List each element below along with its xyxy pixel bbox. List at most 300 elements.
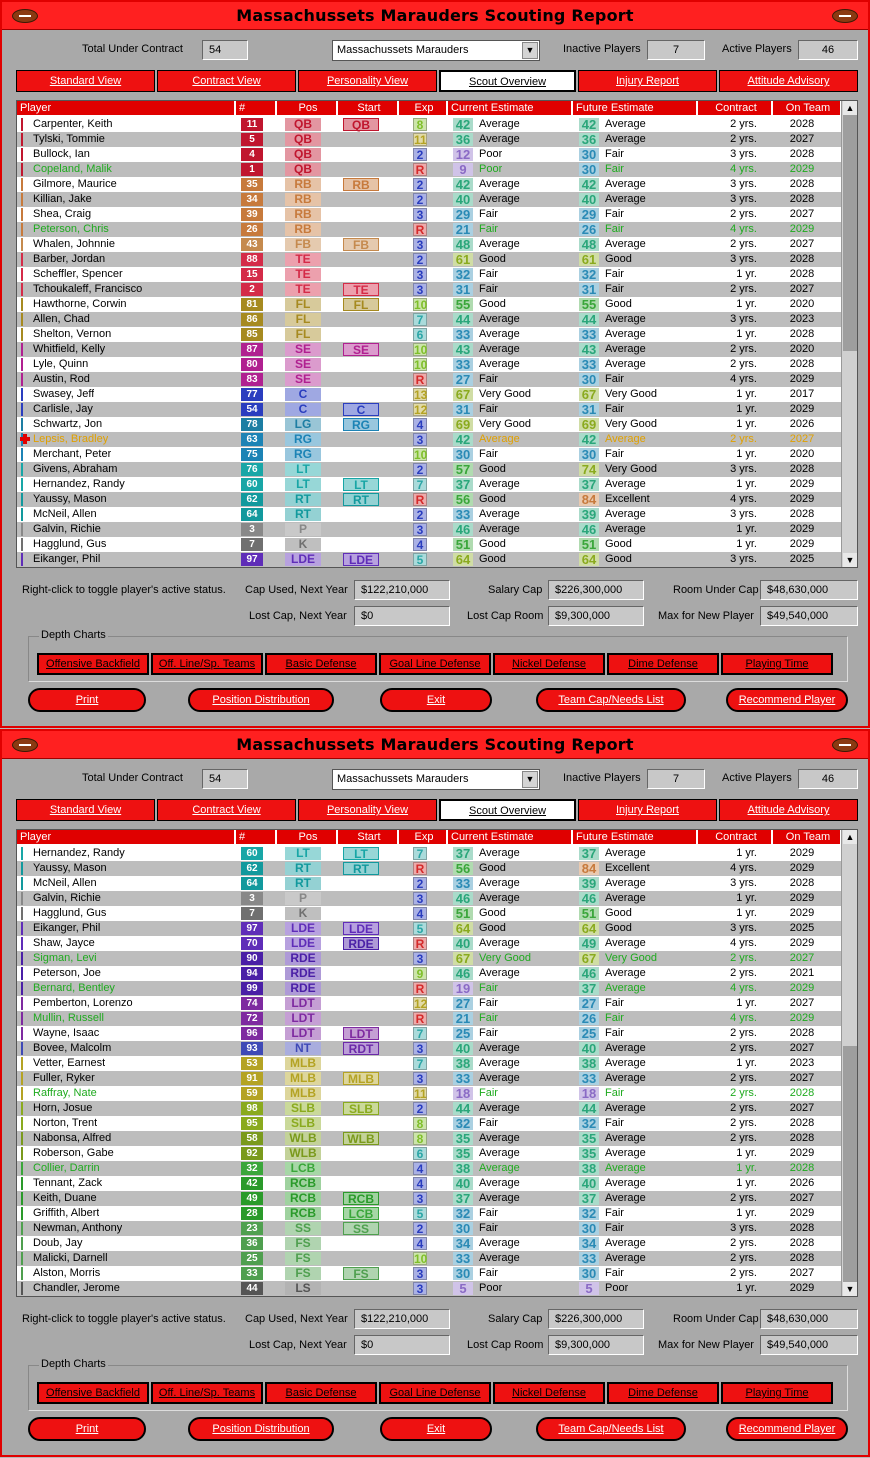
- experience-badge: 2: [413, 463, 427, 476]
- table-row[interactable]: [17, 846, 841, 861]
- player-name[interactable]: Tchoukaleff, Francisco: [33, 283, 143, 295]
- table-row[interactable]: [17, 1236, 841, 1251]
- col-header-player[interactable]: Player: [17, 830, 235, 844]
- table-row[interactable]: [17, 432, 841, 447]
- table-row[interactable]: [17, 1266, 841, 1281]
- player-name[interactable]: Killian, Jake: [33, 193, 92, 205]
- vertical-scrollbar[interactable]: [841, 830, 857, 1296]
- window-body: [2, 759, 868, 1455]
- position-distribution-button[interactable]: [188, 1417, 334, 1441]
- on-team-until: 2027: [789, 133, 815, 145]
- experience-badge: 11: [414, 1087, 427, 1101]
- current-estimate-label: Fair: [479, 283, 498, 295]
- current-estimate-label: Fair: [479, 982, 498, 994]
- table-row[interactable]: [17, 1206, 841, 1221]
- table-row[interactable]: [17, 936, 841, 951]
- current-estimate-label: Poor: [479, 1282, 503, 1294]
- playing-time-button[interactable]: Playing Time: [721, 1382, 833, 1404]
- football-icon: [832, 738, 858, 752]
- table-row[interactable]: [17, 1251, 841, 1266]
- future-estimate-score: 30: [579, 1267, 599, 1280]
- col-header-start[interactable]: Start: [338, 830, 398, 844]
- position-color-swatch: [21, 358, 23, 371]
- table-row[interactable]: [17, 996, 841, 1011]
- player-name[interactable]: Givens, Abraham: [33, 463, 118, 475]
- team-cap-needs-button[interactable]: [536, 688, 686, 712]
- table-row[interactable]: [17, 1221, 841, 1236]
- on-team-until: 2025: [789, 553, 815, 565]
- current-estimate-score: 37: [453, 847, 473, 860]
- scroll-up-icon[interactable]: ▲: [843, 101, 857, 115]
- contract-length: 2 yrs.: [730, 133, 757, 145]
- table-row[interactable]: [17, 891, 841, 906]
- player-name[interactable]: Bernard, Bentley: [33, 982, 115, 994]
- tab-attitude-advisory[interactable]: Attitude Advisory: [719, 70, 858, 92]
- starter-badge: RDT: [343, 1042, 379, 1055]
- offensive-backfield-button[interactable]: Offensive Backfield: [37, 1382, 149, 1404]
- future-estimate-score: 38: [579, 1162, 599, 1175]
- player-name[interactable]: Newman, Anthony: [33, 1222, 123, 1234]
- player-name[interactable]: Peterson, Joe: [33, 967, 101, 979]
- max-new-player-value: $49,540,000: [760, 606, 858, 626]
- player-name[interactable]: Horn, Josue: [33, 1102, 93, 1114]
- jersey-number-badge: 53: [241, 1057, 263, 1070]
- vertical-scrollbar[interactable]: [841, 101, 857, 567]
- contract-length: 2 yrs.: [730, 1192, 757, 1204]
- team-select[interactable]: [332, 40, 540, 61]
- tab-scout-overview[interactable]: Scout Overview: [439, 799, 576, 821]
- tab-scout-overview[interactable]: Scout Overview: [439, 70, 576, 92]
- recommend-player-button[interactable]: [726, 688, 848, 712]
- player-name[interactable]: Collier, Darrin: [33, 1162, 100, 1174]
- player-name[interactable]: Tennant, Zack: [33, 1177, 103, 1189]
- on-team-until: 2021: [789, 967, 815, 979]
- print-button[interactable]: [28, 1417, 146, 1441]
- contract-length: 1 yr.: [736, 298, 757, 310]
- player-name[interactable]: Doub, Jay: [33, 1237, 83, 1249]
- starter-badge: TE: [343, 283, 379, 296]
- player-name[interactable]: Bovee, Malcolm: [33, 1042, 112, 1054]
- on-team-until: 2027: [789, 997, 815, 1009]
- table-row[interactable]: [17, 162, 841, 177]
- on-team-until: 2028: [789, 1237, 815, 1249]
- player-name[interactable]: Shea, Craig: [33, 208, 92, 220]
- table-row[interactable]: [17, 951, 841, 966]
- inactive-players-value: 7: [647, 40, 705, 60]
- tab-attitude-advisory[interactable]: Attitude Advisory: [719, 799, 858, 821]
- scroll-down-icon[interactable]: ▼: [843, 1282, 857, 1296]
- player-name[interactable]: Gilmore, Maurice: [33, 178, 117, 190]
- goal-line-defense-button[interactable]: Goal Line Defense: [379, 653, 491, 675]
- table-row[interactable]: [17, 117, 841, 132]
- player-name[interactable]: Lepsis, Bradley: [33, 433, 109, 445]
- nickel-defense-button[interactable]: Nickel Defense: [493, 1382, 605, 1404]
- exit-button[interactable]: [380, 688, 492, 712]
- player-name[interactable]: Hagglund, Gus: [33, 538, 107, 550]
- player-name[interactable]: Roberson, Gabe: [33, 1147, 114, 1159]
- table-row[interactable]: [17, 1191, 841, 1206]
- current-estimate-label: Average: [479, 478, 520, 490]
- starter-badge: SS: [343, 1222, 379, 1235]
- print-button[interactable]: [28, 688, 146, 712]
- position-distribution-button[interactable]: [188, 688, 334, 712]
- position-badge: LCB: [285, 1162, 321, 1175]
- current-estimate-score: 44: [453, 313, 473, 326]
- table-row[interactable]: [17, 1116, 841, 1131]
- dime-defense-button[interactable]: Dime Defense: [607, 1382, 719, 1404]
- jersey-number-badge: 7: [241, 907, 263, 920]
- starter-badge: LDT: [343, 1027, 379, 1040]
- table-row[interactable]: [17, 1176, 841, 1191]
- table-row[interactable]: [17, 966, 841, 981]
- col-header-future-estimate[interactable]: Future Estimate: [573, 830, 697, 844]
- table-row[interactable]: [17, 1131, 841, 1146]
- on-team-until: 2027: [789, 1267, 815, 1279]
- player-name[interactable]: Barber, Jordan: [33, 253, 106, 265]
- depth-charts-caption: Depth Charts: [41, 1358, 106, 1370]
- player-name[interactable]: McNeil, Allen: [33, 508, 97, 520]
- future-estimate-label: Fair: [605, 403, 624, 415]
- jersey-number-badge: 74: [241, 997, 263, 1010]
- table-row[interactable]: [17, 402, 841, 417]
- player-name[interactable]: Nabonsa, Alfred: [33, 1132, 112, 1144]
- col-header-exp[interactable]: Exp: [399, 101, 447, 115]
- tab-personality-view[interactable]: Personality View: [298, 799, 437, 821]
- position-color-swatch: [21, 388, 23, 401]
- future-estimate-label: Fair: [605, 1207, 624, 1219]
- current-estimate-score: 36: [453, 133, 473, 146]
- tab-injury-report[interactable]: Injury Report: [578, 70, 717, 92]
- table-row[interactable]: [17, 252, 841, 267]
- current-estimate-label: Good: [479, 553, 506, 565]
- tab-contract-view[interactable]: Contract View: [157, 70, 296, 92]
- player-name[interactable]: Malicki, Darnell: [33, 1252, 108, 1264]
- table-row[interactable]: [17, 876, 841, 891]
- player-name[interactable]: Norton, Trent: [33, 1117, 98, 1129]
- off-line-sp-teams-button[interactable]: Off. Line/Sp. Teams: [151, 653, 263, 675]
- current-estimate-label: Poor: [479, 163, 503, 175]
- player-name[interactable]: Scheffler, Spencer: [33, 268, 123, 280]
- table-row[interactable]: [17, 1146, 841, 1161]
- position-color-swatch: [21, 1087, 23, 1100]
- player-name[interactable]: Pemberton, Lorenzo: [33, 997, 133, 1009]
- table-row[interactable]: [17, 177, 841, 192]
- position-badge: C: [285, 388, 321, 401]
- current-estimate-score: 51: [453, 907, 473, 920]
- player-name[interactable]: Bullock, Ian: [33, 148, 90, 160]
- table-row[interactable]: [17, 1071, 841, 1086]
- col-header-player[interactable]: Player: [17, 101, 235, 115]
- table-row[interactable]: [17, 1026, 841, 1041]
- col-header-pos[interactable]: Pos: [277, 830, 337, 844]
- experience-badge: 4: [413, 538, 427, 551]
- player-name[interactable]: Hagglund, Gus: [33, 907, 107, 919]
- tab-standard-view[interactable]: Standard View: [16, 70, 155, 92]
- current-estimate-label: Very Good: [479, 952, 531, 964]
- player-name[interactable]: Eikanger, Phil: [33, 922, 101, 934]
- player-name[interactable]: Carpenter, Keith: [33, 118, 113, 130]
- table-row[interactable]: [17, 492, 841, 507]
- table-row[interactable]: [17, 462, 841, 477]
- table-row[interactable]: [17, 537, 841, 552]
- football-icon: [12, 738, 38, 752]
- lost-cap-label: Lost Cap, Next Year: [249, 610, 347, 622]
- contract-length: 2 yrs.: [730, 343, 757, 355]
- table-row[interactable]: [17, 207, 841, 222]
- current-estimate-score: 67: [453, 952, 473, 965]
- scroll-down-icon[interactable]: ▼: [843, 553, 857, 567]
- table-row[interactable]: [17, 1161, 841, 1176]
- lost-cap-label: Lost Cap, Next Year: [249, 1339, 347, 1351]
- chevron-down-icon[interactable]: ▼: [522, 771, 538, 788]
- future-estimate-label: Average: [605, 847, 646, 859]
- experience-badge: 11: [414, 133, 427, 147]
- col-header-number[interactable]: #: [236, 101, 276, 115]
- jersey-number-badge: 54: [241, 403, 263, 416]
- current-estimate-score: 30: [453, 448, 473, 461]
- player-name[interactable]: Fuller, Ryker: [33, 1072, 95, 1084]
- starter-badge: RCB: [343, 1192, 379, 1205]
- jersey-number-badge: 35: [241, 178, 263, 191]
- table-row[interactable]: [17, 282, 841, 297]
- player-name[interactable]: Carlisle, Jay: [33, 403, 93, 415]
- col-header-future-estimate[interactable]: Future Estimate: [573, 101, 697, 115]
- table-row[interactable]: [17, 327, 841, 342]
- current-estimate-score: 32: [453, 1117, 473, 1130]
- player-name[interactable]: Merchant, Peter: [33, 448, 112, 460]
- team-select[interactable]: [332, 769, 540, 790]
- experience-badge: 3: [413, 523, 427, 536]
- player-name[interactable]: Lyle, Quinn: [33, 358, 89, 370]
- on-team-until: 2028: [789, 328, 815, 340]
- table-row[interactable]: [17, 387, 841, 402]
- player-name[interactable]: Keith, Duane: [33, 1192, 97, 1204]
- table-row[interactable]: [17, 417, 841, 432]
- position-badge: TE: [285, 253, 321, 266]
- player-name[interactable]: Raffray, Nate: [33, 1087, 97, 1099]
- player-name[interactable]: Peterson, Chris: [33, 223, 109, 235]
- table-row[interactable]: [17, 981, 841, 996]
- current-estimate-label: Good: [479, 298, 506, 310]
- col-header-number[interactable]: #: [236, 830, 276, 844]
- jersey-number-badge: 87: [241, 343, 263, 356]
- position-color-swatch: [21, 313, 23, 326]
- position-badge: RCB: [285, 1192, 321, 1205]
- experience-badge: 3: [413, 952, 427, 965]
- table-row[interactable]: [17, 447, 841, 462]
- table-row[interactable]: [17, 192, 841, 207]
- table-row[interactable]: [17, 507, 841, 522]
- player-name[interactable]: Alston, Morris: [33, 1267, 101, 1279]
- player-name[interactable]: McNeil, Allen: [33, 877, 97, 889]
- col-header-current-estimate[interactable]: Current Estimate: [448, 101, 572, 115]
- player-name[interactable]: Galvin, Richie: [33, 892, 101, 904]
- player-name[interactable]: Shelton, Vernon: [33, 328, 112, 340]
- player-name[interactable]: Wayne, Isaac: [33, 1027, 100, 1039]
- player-name[interactable]: Vetter, Earnest: [33, 1057, 106, 1069]
- player-name[interactable]: Shaw, Jayce: [33, 937, 95, 949]
- basic-defense-button[interactable]: Basic Defense: [265, 653, 377, 675]
- player-name[interactable]: Galvin, Richie: [33, 523, 101, 535]
- table-row[interactable]: [17, 297, 841, 312]
- jersey-number-badge: 86: [241, 313, 263, 326]
- on-team-until: 2017: [789, 388, 815, 400]
- table-row[interactable]: [17, 477, 841, 492]
- player-name[interactable]: Tylski, Tommie: [33, 133, 105, 145]
- recommend-player-label: Recommend Player: [738, 694, 836, 706]
- current-estimate-score: 33: [453, 1252, 473, 1265]
- on-team-until: 2029: [789, 403, 815, 415]
- contract-length: 2 yrs.: [730, 1267, 757, 1279]
- position-badge: TE: [285, 268, 321, 281]
- off-line-sp-teams-button[interactable]: Off. Line/Sp. Teams: [151, 1382, 263, 1404]
- player-name[interactable]: Yaussy, Mason: [33, 493, 107, 505]
- on-team-until: 2027: [789, 433, 815, 445]
- player-name[interactable]: Swasey, Jeff: [33, 388, 95, 400]
- current-estimate-score: 61: [453, 253, 473, 266]
- current-estimate-label: Average: [479, 313, 520, 325]
- exit-button[interactable]: [380, 1417, 492, 1441]
- contract-length: 1 yr.: [736, 523, 757, 535]
- salary-cap-label: Salary Cap: [488, 1313, 543, 1325]
- goal-line-defense-button[interactable]: Goal Line Defense: [379, 1382, 491, 1404]
- position-badge: LS: [285, 1282, 321, 1295]
- current-estimate-score: 37: [453, 1192, 473, 1205]
- col-header-contract[interactable]: Contract: [698, 830, 772, 844]
- future-estimate-label: Average: [605, 433, 646, 445]
- position-color-swatch: [21, 403, 23, 416]
- recommend-player-button[interactable]: [726, 1417, 848, 1441]
- future-estimate-score: 69: [579, 418, 599, 431]
- col-header-on-team[interactable]: On Team: [773, 830, 841, 844]
- player-name[interactable]: Yaussy, Mason: [33, 862, 107, 874]
- recommend-player-label: Recommend Player: [738, 1423, 836, 1435]
- current-estimate-score: 21: [453, 223, 473, 236]
- current-estimate-label: Average: [479, 1192, 520, 1204]
- player-name[interactable]: Copeland, Malik: [33, 163, 112, 175]
- position-color-swatch: [21, 508, 23, 521]
- table-row[interactable]: [17, 1281, 841, 1296]
- table-row[interactable]: [17, 342, 841, 357]
- tab-standard-view[interactable]: Standard View: [16, 799, 155, 821]
- table-row[interactable]: [17, 552, 841, 567]
- future-estimate-score: 26: [579, 1012, 599, 1025]
- cap-used-value: $122,210,000: [354, 580, 450, 600]
- table-row[interactable]: [17, 921, 841, 936]
- player-name[interactable]: Chandler, Jerome: [33, 1282, 120, 1294]
- position-badge: LDE: [285, 922, 321, 935]
- basic-defense-button[interactable]: Basic Defense: [265, 1382, 377, 1404]
- table-row[interactable]: [17, 1056, 841, 1071]
- jersey-number-badge: 81: [241, 298, 263, 311]
- team-cap-needs-button[interactable]: [536, 1417, 686, 1441]
- experience-badge: R: [413, 163, 427, 176]
- player-name[interactable]: Schwartz, Jon: [33, 418, 103, 430]
- table-row[interactable]: [17, 237, 841, 252]
- col-header-contract[interactable]: Contract: [698, 101, 772, 115]
- offensive-backfield-button[interactable]: Offensive Backfield: [37, 653, 149, 675]
- table-row[interactable]: [17, 372, 841, 387]
- playing-time-button[interactable]: Playing Time: [721, 653, 833, 675]
- player-name[interactable]: Whitfield, Kelly: [33, 343, 106, 355]
- future-estimate-label: Average: [605, 238, 646, 250]
- col-header-current-estimate[interactable]: Current Estimate: [448, 830, 572, 844]
- table-row[interactable]: [17, 1086, 841, 1101]
- table-row[interactable]: [17, 1101, 841, 1116]
- current-estimate-score: 57: [453, 463, 473, 476]
- experience-badge: 3: [413, 892, 427, 905]
- col-header-pos[interactable]: Pos: [277, 101, 337, 115]
- current-estimate-score: 18: [453, 1087, 473, 1100]
- table-row[interactable]: [17, 1011, 841, 1026]
- table-row[interactable]: [17, 906, 841, 921]
- col-header-start[interactable]: Start: [338, 101, 398, 115]
- player-name[interactable]: Austin, Rod: [33, 373, 90, 385]
- nickel-defense-button[interactable]: Nickel Defense: [493, 653, 605, 675]
- table-row[interactable]: [17, 1041, 841, 1056]
- scroll-up-icon[interactable]: ▲: [843, 830, 857, 844]
- scroll-thumb[interactable]: [843, 115, 857, 351]
- view-tabs: [16, 70, 858, 92]
- future-estimate-score: 37: [579, 478, 599, 491]
- contract-length: 1 yr.: [736, 907, 757, 919]
- current-estimate-label: Average: [479, 847, 520, 859]
- jersey-number-badge: 1: [241, 163, 263, 176]
- current-estimate-label: Good: [479, 907, 506, 919]
- table-row[interactable]: [17, 222, 841, 237]
- player-name[interactable]: Eikanger, Phil: [33, 553, 101, 565]
- table-row[interactable]: [17, 132, 841, 147]
- tab-injury-report[interactable]: Injury Report: [578, 799, 717, 821]
- player-name[interactable]: Allen, Chad: [33, 313, 90, 325]
- current-estimate-label: Average: [479, 178, 520, 190]
- col-header-exp[interactable]: Exp: [399, 830, 447, 844]
- scroll-thumb[interactable]: [843, 1046, 857, 1282]
- table-row[interactable]: [17, 267, 841, 282]
- player-name[interactable]: Mullin, Russell: [33, 1012, 104, 1024]
- tab-contract-view[interactable]: Contract View: [157, 799, 296, 821]
- table-row[interactable]: [17, 522, 841, 537]
- dime-defense-button[interactable]: Dime Defense: [607, 653, 719, 675]
- on-team-until: 2027: [789, 1072, 815, 1084]
- jersey-number-badge: 93: [241, 1042, 263, 1055]
- player-name[interactable]: Hawthorne, Corwin: [33, 298, 127, 310]
- player-name[interactable]: Whalen, Johnnie: [33, 238, 115, 250]
- jersey-number-badge: 32: [241, 1162, 263, 1175]
- current-estimate-score: 33: [453, 1072, 473, 1085]
- jersey-number-badge: 60: [241, 847, 263, 860]
- tab-personality-view[interactable]: Personality View: [298, 70, 437, 92]
- table-row[interactable]: [17, 861, 841, 876]
- player-name[interactable]: Sigman, Levi: [33, 952, 97, 964]
- table-row[interactable]: [17, 312, 841, 327]
- future-estimate-score: 43: [579, 343, 599, 356]
- current-estimate-label: Average: [479, 118, 520, 130]
- future-estimate-score: 27: [579, 997, 599, 1010]
- player-name[interactable]: Hernandez, Randy: [33, 478, 125, 490]
- print-button-label: Print: [75, 694, 99, 706]
- table-row[interactable]: [17, 357, 841, 372]
- current-estimate-label: Average: [479, 892, 520, 904]
- table-row[interactable]: [17, 147, 841, 162]
- on-team-until: 2029: [789, 982, 815, 994]
- room-under-cap-label: Room Under Cap: [673, 584, 759, 596]
- col-header-on-team[interactable]: On Team: [773, 101, 841, 115]
- player-name[interactable]: Griffith, Albert: [33, 1207, 100, 1219]
- player-name[interactable]: Hernandez, Randy: [33, 847, 125, 859]
- chevron-down-icon[interactable]: ▼: [522, 42, 538, 59]
- current-estimate-label: Good: [479, 463, 506, 475]
